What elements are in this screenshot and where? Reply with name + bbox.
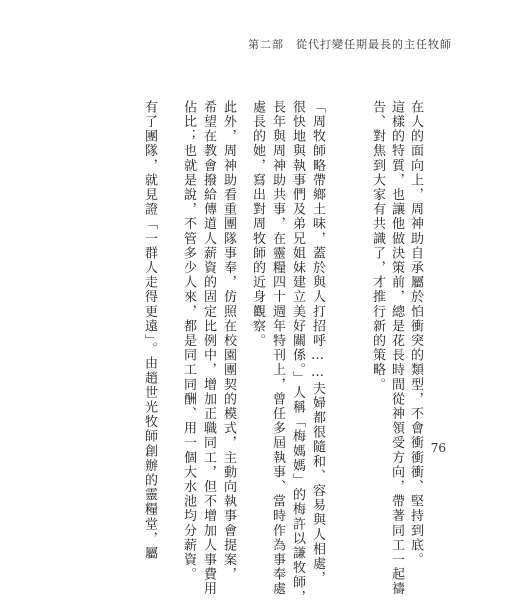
text-column-5: 很快地與執事們及弟兄姐妹建立美好關係。」人稱「梅媽媽」的梅許以謙牧師，: [290, 100, 305, 605]
text-column-10: 佔比；也就是說，不管多少人來，都是同工同酬、用一個大水池均分薪資。: [181, 100, 196, 582]
text-column-4: 「周牧師略帶鄉土味，蓋於與人打招呼……夫婦都很隨和、容易與人相處，: [310, 100, 325, 586]
running-header: 第二部 從代打變任期最長的主任牧師: [248, 38, 452, 51]
text-column-3: 告、對焦到大家有共識了，才推行新的策略。: [370, 100, 385, 392]
text-column-6: 長年與周神助共事，在靈糧四十週年特刊上，曾任多屆執事、當時作為事奉處: [270, 100, 285, 597]
text-column-9: 希望在教會撥給傳道人薪資的固定比例中，增加正職同工，但不增加人事費用: [201, 100, 216, 597]
text-column-8: 此外，周神助看重團隊事奉，仿照在校園團契的模式，主動向執事會提案，: [221, 100, 236, 582]
page-number: 76: [430, 441, 446, 455]
text-column-7: 處長的她，寫出對周牧師的近身觀察。: [250, 100, 265, 349]
text-column-1: 在人的面向上，周神助自承屬於怕衝突的類型，不會衝衝衝、堅持到底。: [408, 100, 423, 568]
text-column-2: 這樣的特質，也讓他做決策前，總是花長時間從神領受方向，帶著同工一起禱: [389, 100, 404, 597]
text-column-11: 有了團隊，就見證「一群人走得更遠」。由趙世光牧師創辦的靈糧堂，屬: [142, 100, 157, 561]
